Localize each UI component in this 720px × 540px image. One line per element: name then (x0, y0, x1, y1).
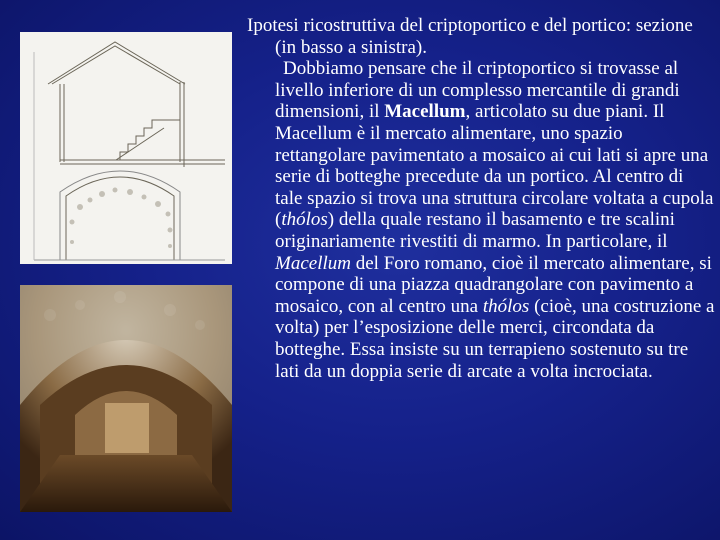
body-text-5: (cioè, una costruzione a volta) per l’esposizione delle merci, circondata da botteghe. Essa insiste su un terrapieno sostenuto su tre lati da un doppia serie di arcate a volta incrociata. (275, 295, 715, 382)
tholos-term: thólos (281, 209, 328, 231)
body-paragraph (247, 58, 715, 382)
tholos-term-2: thólos (482, 295, 530, 317)
body-text-3: ) della quale restano il basamento e tre scalini originariamente rivestiti di marmo. In particolare, il (275, 209, 675, 252)
caption-paragraph: Ipotesi ricostruttiva del criptoportico e del portico: sezione (in basso a sinistra). (247, 15, 693, 58)
section-drawing-icon (20, 32, 232, 264)
vaulted-corridor-photo-icon (20, 285, 232, 512)
body-text-2: , articolato su due piani. Il Macellum è il mercato alimentare, uno spazio rettangolare pavimentato a mosaico ai cui lati si apre una serie di botteghe precedute da un portico. Al centro di tale spazio si trova una struttura circolare voltata a cupola ( (275, 101, 714, 231)
body-text-1: Dobbiamo pensare che il criptoportico si trovasse al livello inferiore di un complesso mercantile di grandi dimensioni, il (275, 58, 680, 123)
macellum-term: Macellum (384, 101, 466, 123)
macellum-term-italic: Macellum (275, 252, 351, 274)
vaulted-corridor-photo (20, 285, 232, 512)
section-drawing-image (20, 32, 232, 264)
body-text-4: del Foro romano, cioè il mercato alimentare, si compone di una piazza quadrangolare con pavimento a mosaico, con al centro una (275, 252, 712, 317)
description-text (247, 15, 715, 382)
